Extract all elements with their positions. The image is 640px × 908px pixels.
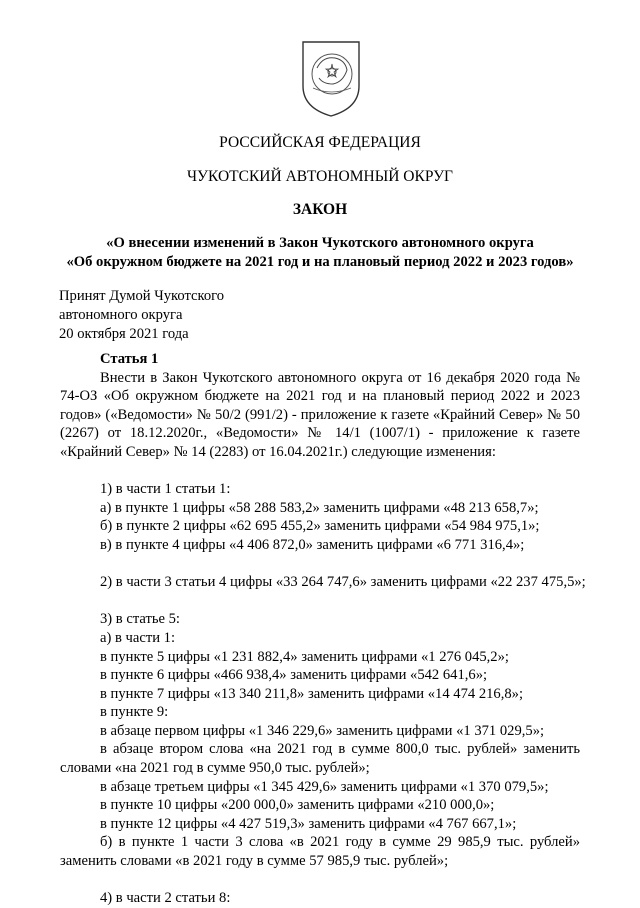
clause-item: в пункте 12 цифры «4 427 519,3» заменить цифрами «4 767 667,1»; — [100, 815, 517, 832]
law-title-line: «Об окружном бюджете на 2021 год и на плановый период 2022 и 2023 годов» — [66, 254, 574, 270]
article-heading: Статья 1 — [100, 351, 159, 367]
adoption-line: автономного округа — [59, 306, 183, 323]
clause-item: а) в части 1: — [100, 629, 176, 646]
article-intro: Внести в Закон Чукотского автономного округа от 16 декабря 2020 года № 74-ОЗ «Об окружном бюджете на 2021 год и на плановый период 2022 и 2023 годов» («Ведомости» № 50/2 (991/2) - приложение к газете «Крайний Север» № 50 (2267) от 18.12.2020г., «Ведомости» № 14/1 (1007/1) - приложение к газете «Крайний Север» № 14 (2283) от 16.04.2021г.) следующие изменения: — [60, 369, 580, 460]
clause-item: в пункте 9: — [100, 704, 169, 721]
country-heading: РОССИЙСКАЯ ФЕДЕРАЦИЯ — [219, 134, 421, 151]
clause-item: в) в пункте 4 цифры «4 406 872,0» заменить цифрами «6 771 316,4»; — [100, 536, 525, 553]
law-title-line: «О внесении изменений в Закон Чукотского автономного округа — [106, 235, 534, 251]
clause-item: б) в пункте 2 цифры «62 695 455,2» заменить цифрами «54 984 975,1»; — [100, 518, 540, 535]
clause-item: в пункте 5 цифры «1 231 882,4» заменить цифрами «1 276 045,2»; — [100, 648, 509, 665]
clause-item: в пункте 6 цифры «466 938,4» заменить цифрами «542 641,6»; — [100, 667, 488, 684]
adoption-date: 20 октября 2021 года — [59, 325, 189, 342]
clause-item: в абзаце втором слова «на 2021 год в сумме 800,0 тыс. рублей» заменить словами «на 2021 год в сумме 950,0 тыс. рублей»; — [60, 741, 580, 777]
adoption-line: Принят Думой Чукотского — [59, 288, 225, 304]
document-type: ЗАКОН — [292, 201, 348, 218]
clause-item: в абзаце третьем цифры «1 345 429,6» заменить цифрами «1 370 079,5»; — [100, 778, 549, 795]
clause-4-heading: 4) в части 2 статьи 8: — [100, 890, 231, 907]
clause-2: 2) в части 3 статьи 4 цифры «33 264 747,6» заменить цифрами «22 237 475,5»; — [100, 574, 586, 591]
adoption-block — [59, 287, 224, 343]
coat-of-arms-icon — [299, 38, 363, 118]
clause-item: а) в пункте 1 цифры «58 288 583,2» заменить цифрами «48 213 658,7»; — [100, 499, 539, 516]
clause-1-heading: 1) в части 1 статьи 1: — [100, 481, 231, 498]
clause-3-heading: 3) в статье 5: — [100, 611, 180, 628]
clause-item: в пункте 7 цифры «13 340 211,8» заменить цифрами «14 474 216,8»; — [100, 685, 524, 702]
article-body — [60, 350, 586, 908]
law-title — [40, 234, 600, 272]
clause-item: в абзаце первом цифры «1 346 229,6» заменить цифрами «1 371 029,5»; — [100, 722, 545, 739]
clause-item: в пункте 10 цифры «200 000,0» заменить цифрами «210 000,0»; — [100, 797, 495, 814]
clause-item: б) в пункте 1 части 3 слова «в 2021 году в сумме 29 985,9 тыс. рублей» заменить словами «в 2021 году в сумме 57 985,9 тыс. рублей»; — [60, 834, 580, 870]
region-heading: ЧУКОТСКИЙ АВТОНОМНЫЙ ОКРУГ — [186, 168, 454, 185]
